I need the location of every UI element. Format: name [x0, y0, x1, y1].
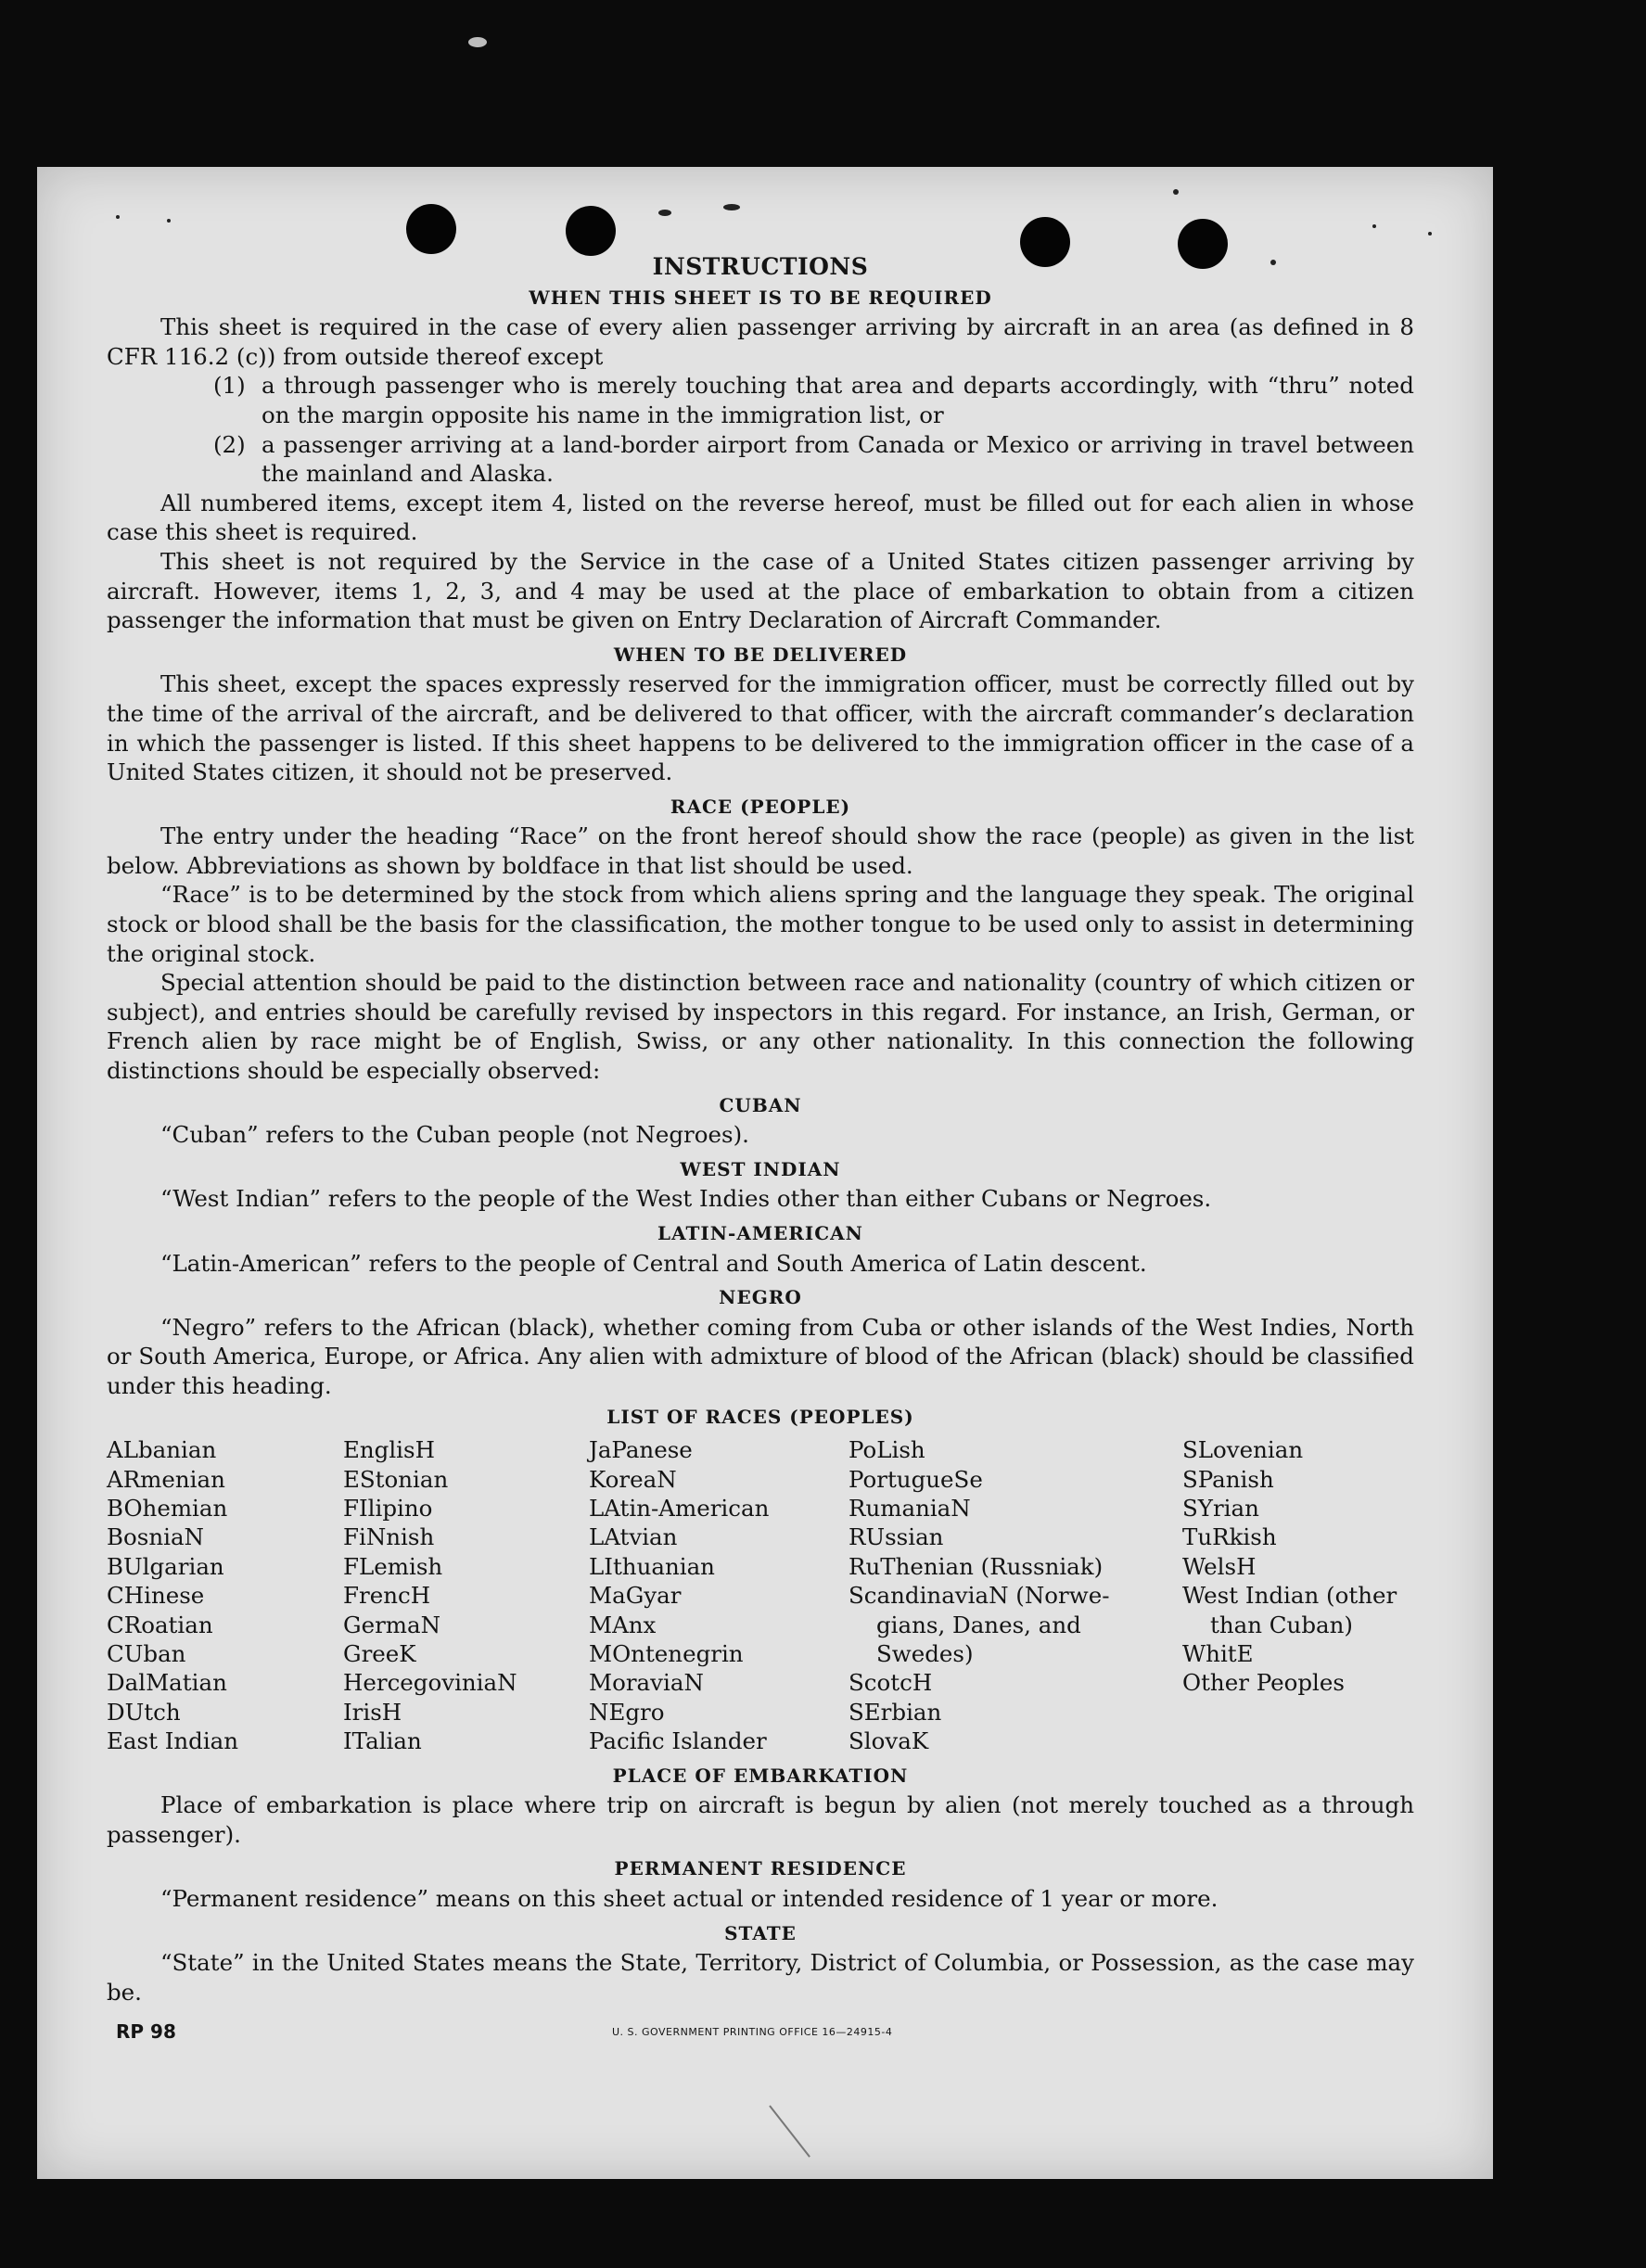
- race-entry: PortugueSe: [849, 1465, 983, 1493]
- page-title: INSTRUCTIONS: [652, 253, 869, 280]
- instruction-sheet: [37, 167, 1493, 2179]
- race-entry: BosniaN: [107, 1523, 204, 1551]
- instructions-text: [107, 252, 1414, 2051]
- race-entry: ITalian: [343, 1727, 422, 1755]
- race-entry: NEgro: [589, 1698, 665, 1726]
- state-definition: “State” in the United States means the State, Territory, District of Columbia, or Possession, as the case may be.: [107, 1949, 1414, 2006]
- race-entry: EnglisH: [343, 1436, 435, 1464]
- race-entry: GermaN: [343, 1611, 441, 1638]
- race-entry: FIlipino: [343, 1494, 433, 1522]
- scan-mark: [723, 204, 740, 210]
- race-entry: WhitE: [1182, 1640, 1254, 1667]
- race-entry: LAtin-American: [589, 1494, 770, 1522]
- race-entry: Other Peoples: [1182, 1669, 1345, 1697]
- race-entry: FrencH: [343, 1582, 431, 1610]
- race-entry: RumaniaN: [849, 1494, 971, 1522]
- scan-mark: [658, 210, 671, 216]
- race-entry: WelsH: [1182, 1552, 1257, 1580]
- heading-when-required: WHEN THIS SHEET IS TO BE REQUIRED: [529, 286, 992, 309]
- race-entry: FiNnish: [343, 1523, 435, 1551]
- required-intro: This sheet is required in the case of every alien passenger arriving by aircraft in an area (as defined in 8 CFR 116.2 (c)) from outside thereof except: [107, 313, 1414, 370]
- latin-american-definition: “Latin-American” refers to the people of Central and South America of Latin descent.: [160, 1249, 1147, 1277]
- item-number: (2): [213, 430, 246, 458]
- exception-item: [213, 371, 1414, 429]
- race-entry-continued: Swedes): [876, 1640, 974, 1667]
- race-entry: IrisH: [343, 1698, 402, 1726]
- item-text: a passenger arriving at a land-border airport from Canada or Mexico or arriving in travel between the mainland and Alaska.: [262, 430, 1414, 488]
- race-entry: BUlgarian: [107, 1552, 224, 1580]
- heading-race: RACE (PEOPLE): [670, 795, 851, 818]
- race-entry: DalMatian: [107, 1669, 227, 1697]
- scan-speck: [468, 37, 487, 47]
- race-entry: TuRkish: [1182, 1523, 1277, 1551]
- residence-definition: “Permanent residence” means on this sheet actual or intended residence of 1 year or more.: [160, 1885, 1219, 1912]
- west-indian-definition: “West Indian” refers to the people of the West Indies other than either Cubans or Negroes.: [160, 1185, 1212, 1213]
- item-number: (1): [213, 372, 246, 400]
- exception-item: [213, 430, 1414, 489]
- race-entry: LIthuanian: [589, 1552, 715, 1580]
- cuban-definition: “Cuban” refers to the Cuban people (not Negroes).: [160, 1121, 749, 1149]
- race-entry: LAtvian: [589, 1523, 678, 1551]
- race-entry: GreeK: [343, 1640, 416, 1667]
- race-entry: SLovenian: [1182, 1436, 1304, 1464]
- delivery-paragraph: This sheet, except the spaces expressly reserved for the immigration officer, must be correctly filled out by the time of the arrival of the aircraft, and be delivered to that officer, with the aircraft commander’s declaration in which the passenger is listed. If this sheet happens to be delivered to the immigration officer in the case of a United States citizen, it should not be preserved.: [107, 670, 1414, 786]
- race-entry: MaGyar: [589, 1582, 682, 1610]
- race-entry: SlovaK: [849, 1727, 929, 1755]
- scan-mark: [1372, 224, 1376, 228]
- race-entry: RUssian: [849, 1523, 944, 1551]
- race-entry: DUtch: [107, 1698, 181, 1726]
- race-entry-continued: gians, Danes, and: [876, 1611, 1081, 1638]
- race-entry: ARmenian: [107, 1465, 225, 1493]
- form-number: RP 98: [116, 2020, 176, 2044]
- race-entry: JaPanese: [589, 1436, 693, 1464]
- race-entry: CRoatian: [107, 1611, 213, 1638]
- race-entry: FLemish: [343, 1552, 443, 1580]
- race-entry: Pacific Islander: [589, 1727, 767, 1755]
- race-entry: BOhemian: [107, 1494, 228, 1522]
- citizen-paragraph: This sheet is not required by the Service in the case of a United States citizen passenger arriving by aircraft. However, items 1, 2, 3, and 4 may be used at the place of embarkation to obtain from a citizen passenger the information that must be given on Entry Declaration of Aircraft Commander.: [107, 547, 1414, 634]
- race-entry: KoreaN: [589, 1465, 677, 1493]
- race-paragraph-3: Special attention should be paid to the distinction between race and nationality (country of which citizen or subject), and entries should be carefully revised by inspectors in this regard. For instance, an Irish, German, or French alien by race might be of English, Swiss, or any other nationality. In this connection the following distinctions should be especially observed:: [107, 969, 1414, 1085]
- race-list: [107, 1435, 1414, 1755]
- heading-west-indian: WEST INDIAN: [680, 1157, 841, 1180]
- race-paragraph-2: “Race” is to be determined by the stock from which aliens spring and the language they speak. The original stock or blood shall be the basis for the classification, the mother tongue to be used only to assist in determining the original stock.: [107, 881, 1414, 967]
- race-column-4: [849, 1435, 1182, 1755]
- paper-crease: [769, 2105, 810, 2157]
- heading-when-delivered: WHEN TO BE DELIVERED: [613, 643, 908, 666]
- scan-mark: [1428, 232, 1432, 236]
- race-entry: SPanish: [1182, 1465, 1274, 1493]
- heading-permanent-residence: PERMANENT RESIDENCE: [614, 1857, 907, 1880]
- race-entry: RuThenian (Russniak): [849, 1552, 1104, 1580]
- race-entry: SYrian: [1182, 1494, 1259, 1522]
- punch-hole: [406, 204, 456, 254]
- scan-mark: [116, 215, 120, 219]
- race-column-2: [343, 1435, 589, 1755]
- heading-cuban: CUBAN: [719, 1093, 802, 1116]
- race-entry-continued: than Cuban): [1210, 1611, 1353, 1638]
- race-entry: ScandinaviaN (Norwe-: [849, 1582, 1110, 1610]
- race-entry: West Indian (other: [1182, 1582, 1397, 1610]
- scan-mark: [167, 219, 171, 223]
- heading-state: STATE: [724, 1921, 797, 1944]
- embarkation-definition: Place of embarkation is place where trip on aircraft is begun by alien (not merely touched as a through passenger).: [107, 1791, 1414, 1848]
- race-entry: ALbanian: [107, 1436, 217, 1464]
- race-entry: MoraviaN: [589, 1669, 704, 1697]
- race-entry: CUban: [107, 1640, 186, 1667]
- numbered-items-paragraph: All numbered items, except item 4, listed on the reverse hereof, must be filled out for each alien in whose case this sheet is required.: [107, 489, 1414, 546]
- race-column-3: [589, 1435, 849, 1755]
- race-entry: CHinese: [107, 1582, 205, 1610]
- punch-hole: [566, 206, 616, 256]
- negro-definition: “Negro” refers to the African (black), whether coming from Cuba or other islands of the West Indies, North or South America, Europe, or Africa. Any alien with admixture of blood of the African (black) should be classified under this heading.: [107, 1313, 1414, 1399]
- race-entry: ScotcH: [849, 1669, 933, 1697]
- race-entry: MOntenegrin: [589, 1640, 744, 1667]
- item-text: a through passenger who is merely touching that area and departs accordingly, with “thru” noted on the margin opposite his name in the immigration list, or: [262, 372, 1414, 428]
- race-entry: EStonian: [343, 1465, 449, 1493]
- heading-negro: NEGRO: [719, 1286, 802, 1309]
- heading-list-of-races: LIST OF RACES (PEOPLES): [606, 1405, 914, 1428]
- printer-imprint: U. S. GOVERNMENT PRINTING OFFICE 16—24915-4: [612, 2026, 893, 2039]
- race-entry: MAnx: [589, 1611, 657, 1638]
- race-entry: East Indian: [107, 1727, 239, 1755]
- race-entry: HercegoviniaN: [343, 1669, 517, 1697]
- footer: [107, 2014, 1414, 2051]
- race-column-1: [107, 1435, 343, 1755]
- heading-latin-american: LATIN-AMERICAN: [657, 1222, 863, 1244]
- race-column-5: [1182, 1435, 1414, 1755]
- scan-mark: [1173, 189, 1179, 195]
- heading-place-of-embarkation: PLACE OF EMBARKATION: [612, 1764, 909, 1787]
- race-paragraph-1: The entry under the heading “Race” on the front hereof should show the race (people) as given in the list below. Abbreviations as shown by boldface in that list should be used.: [107, 822, 1414, 879]
- race-entry: PoLish: [849, 1436, 925, 1464]
- race-entry: SErbian: [849, 1698, 942, 1726]
